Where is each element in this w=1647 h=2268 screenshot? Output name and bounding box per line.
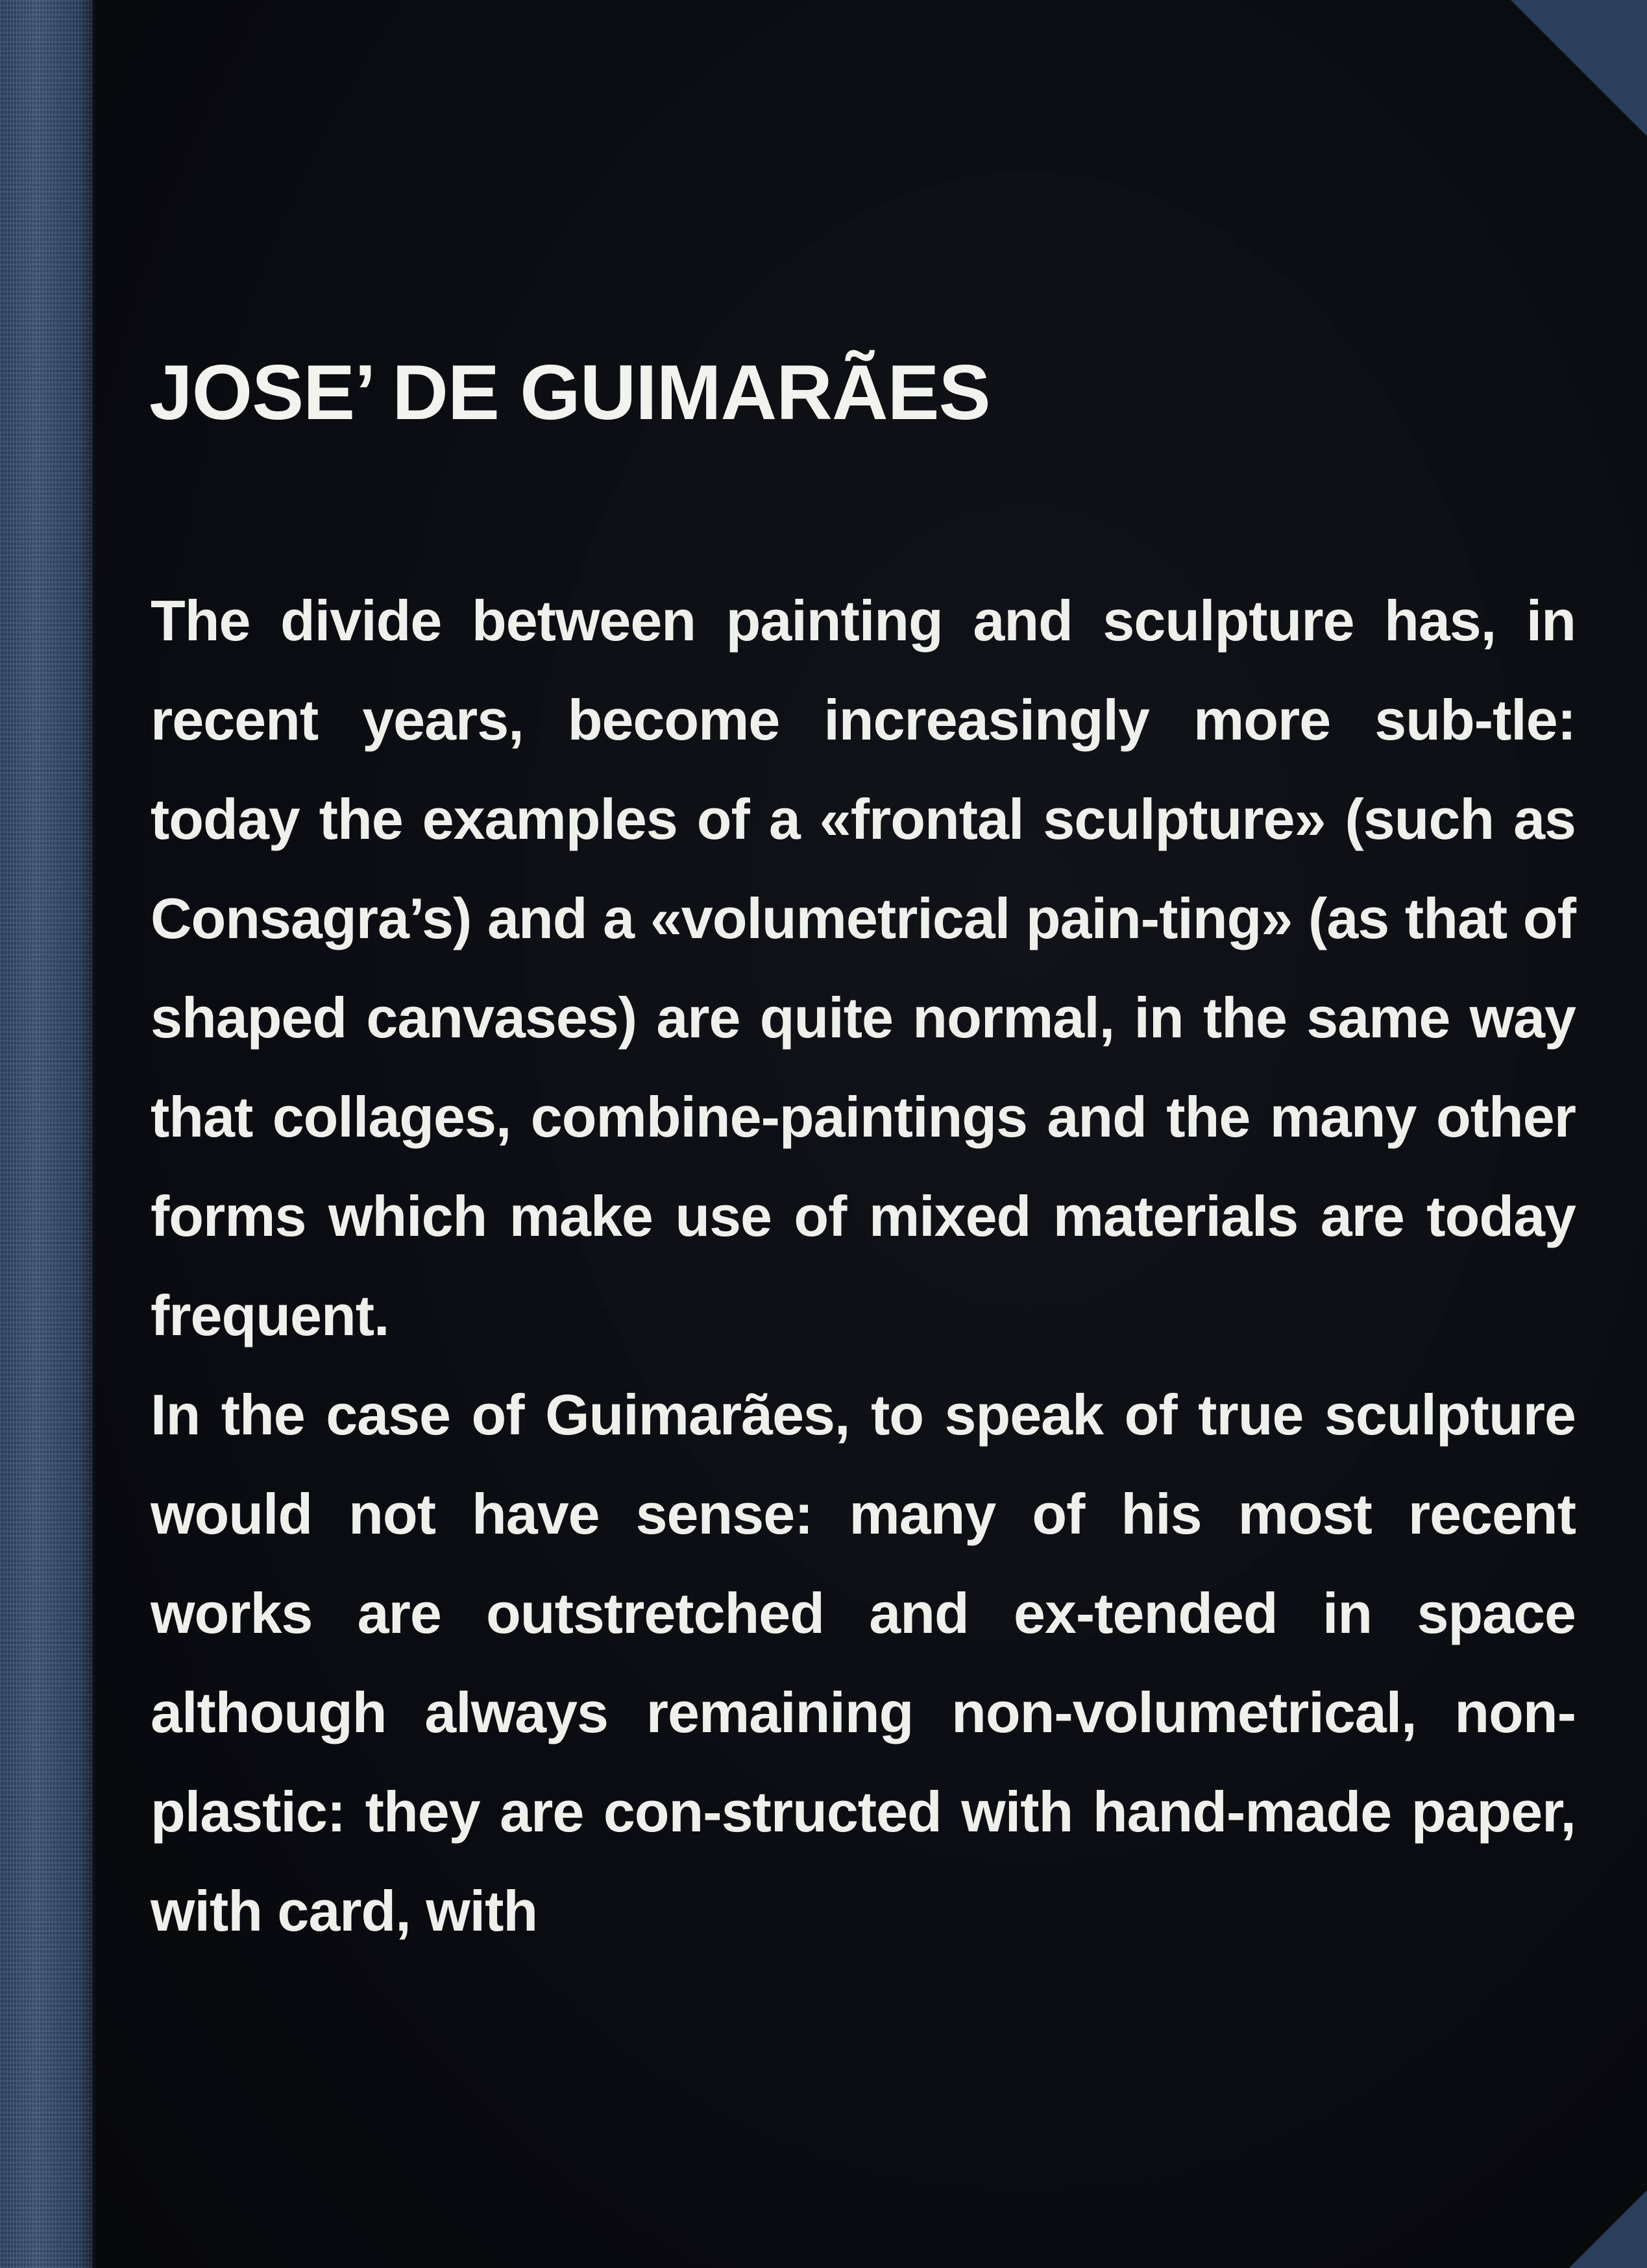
paragraph-2: In the case of Guimarães, to speak of true sculpture would not have sense: many of his most recent works are outstretched and ex-tended in space although always remaining non-volumetrical, non-plastic: they are con-structed with hand-made paper, with card, with	[151, 1382, 1576, 1943]
corner-protector-bottom	[1569, 2190, 1647, 2268]
corner-protector-top	[1511, 0, 1647, 136]
body-text	[151, 571, 1576, 1960]
cloth-spine	[0, 0, 92, 2268]
page-title: JOSE’ DE GUIMARÃES	[149, 349, 990, 436]
paragraph-1: The divide between painting and sculpture has, in recent years, become increasingly more sub-tle: today the examples of a «frontal sculpture» (such as Consagra’s) and a «volumetrical pain-ting» (as that of shaped canvases) are quite normal, in the same way that collages, combine-paintings and the many other forms which make use of mixed materials are today frequent.	[151, 588, 1576, 1347]
